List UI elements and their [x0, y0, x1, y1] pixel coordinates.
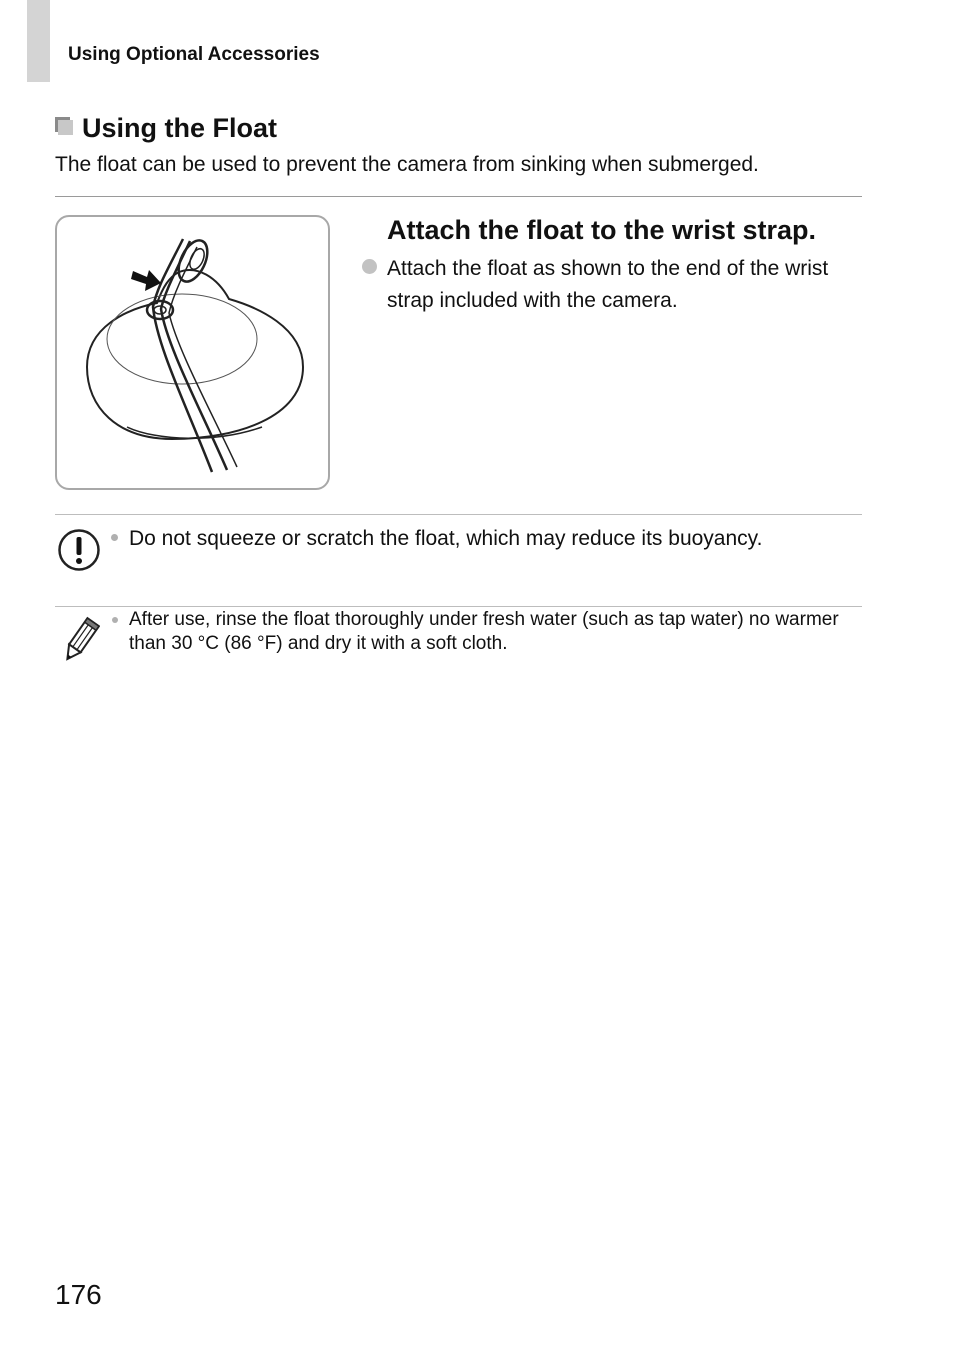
bullet-icon [112, 617, 118, 623]
bullet-icon [362, 259, 377, 274]
section-intro: The float can be used to prevent the camera from sinking when submerged. [55, 153, 759, 176]
float-illustration [55, 215, 330, 490]
section-heading [55, 113, 277, 144]
divider [55, 196, 862, 197]
memo-note: After use, rinse the float thoroughly under fresh water (such as tap water) no warmer than 30 °C (86 °F) and dry it with a soft cloth. [129, 609, 839, 654]
caution-exclamation-icon [57, 528, 101, 572]
section-marker-icon [55, 117, 73, 135]
chapter-side-tab [27, 0, 50, 82]
section-title: Using the Float [82, 113, 277, 143]
divider [55, 606, 862, 607]
step-title: Attach the float to the wrist strap. [387, 215, 817, 245]
bullet-icon [111, 534, 118, 541]
pencil-memo-icon [60, 616, 100, 666]
page-number: 176 [55, 1279, 102, 1310]
step-instruction: Attach the float as shown to the end of the wrist strap included with the camera. [387, 257, 829, 312]
running-header: Using Optional Accessories [68, 44, 320, 65]
divider [55, 514, 862, 515]
caution-note: Do not squeeze or scratch the float, which may reduce its buoyancy. [129, 527, 763, 550]
